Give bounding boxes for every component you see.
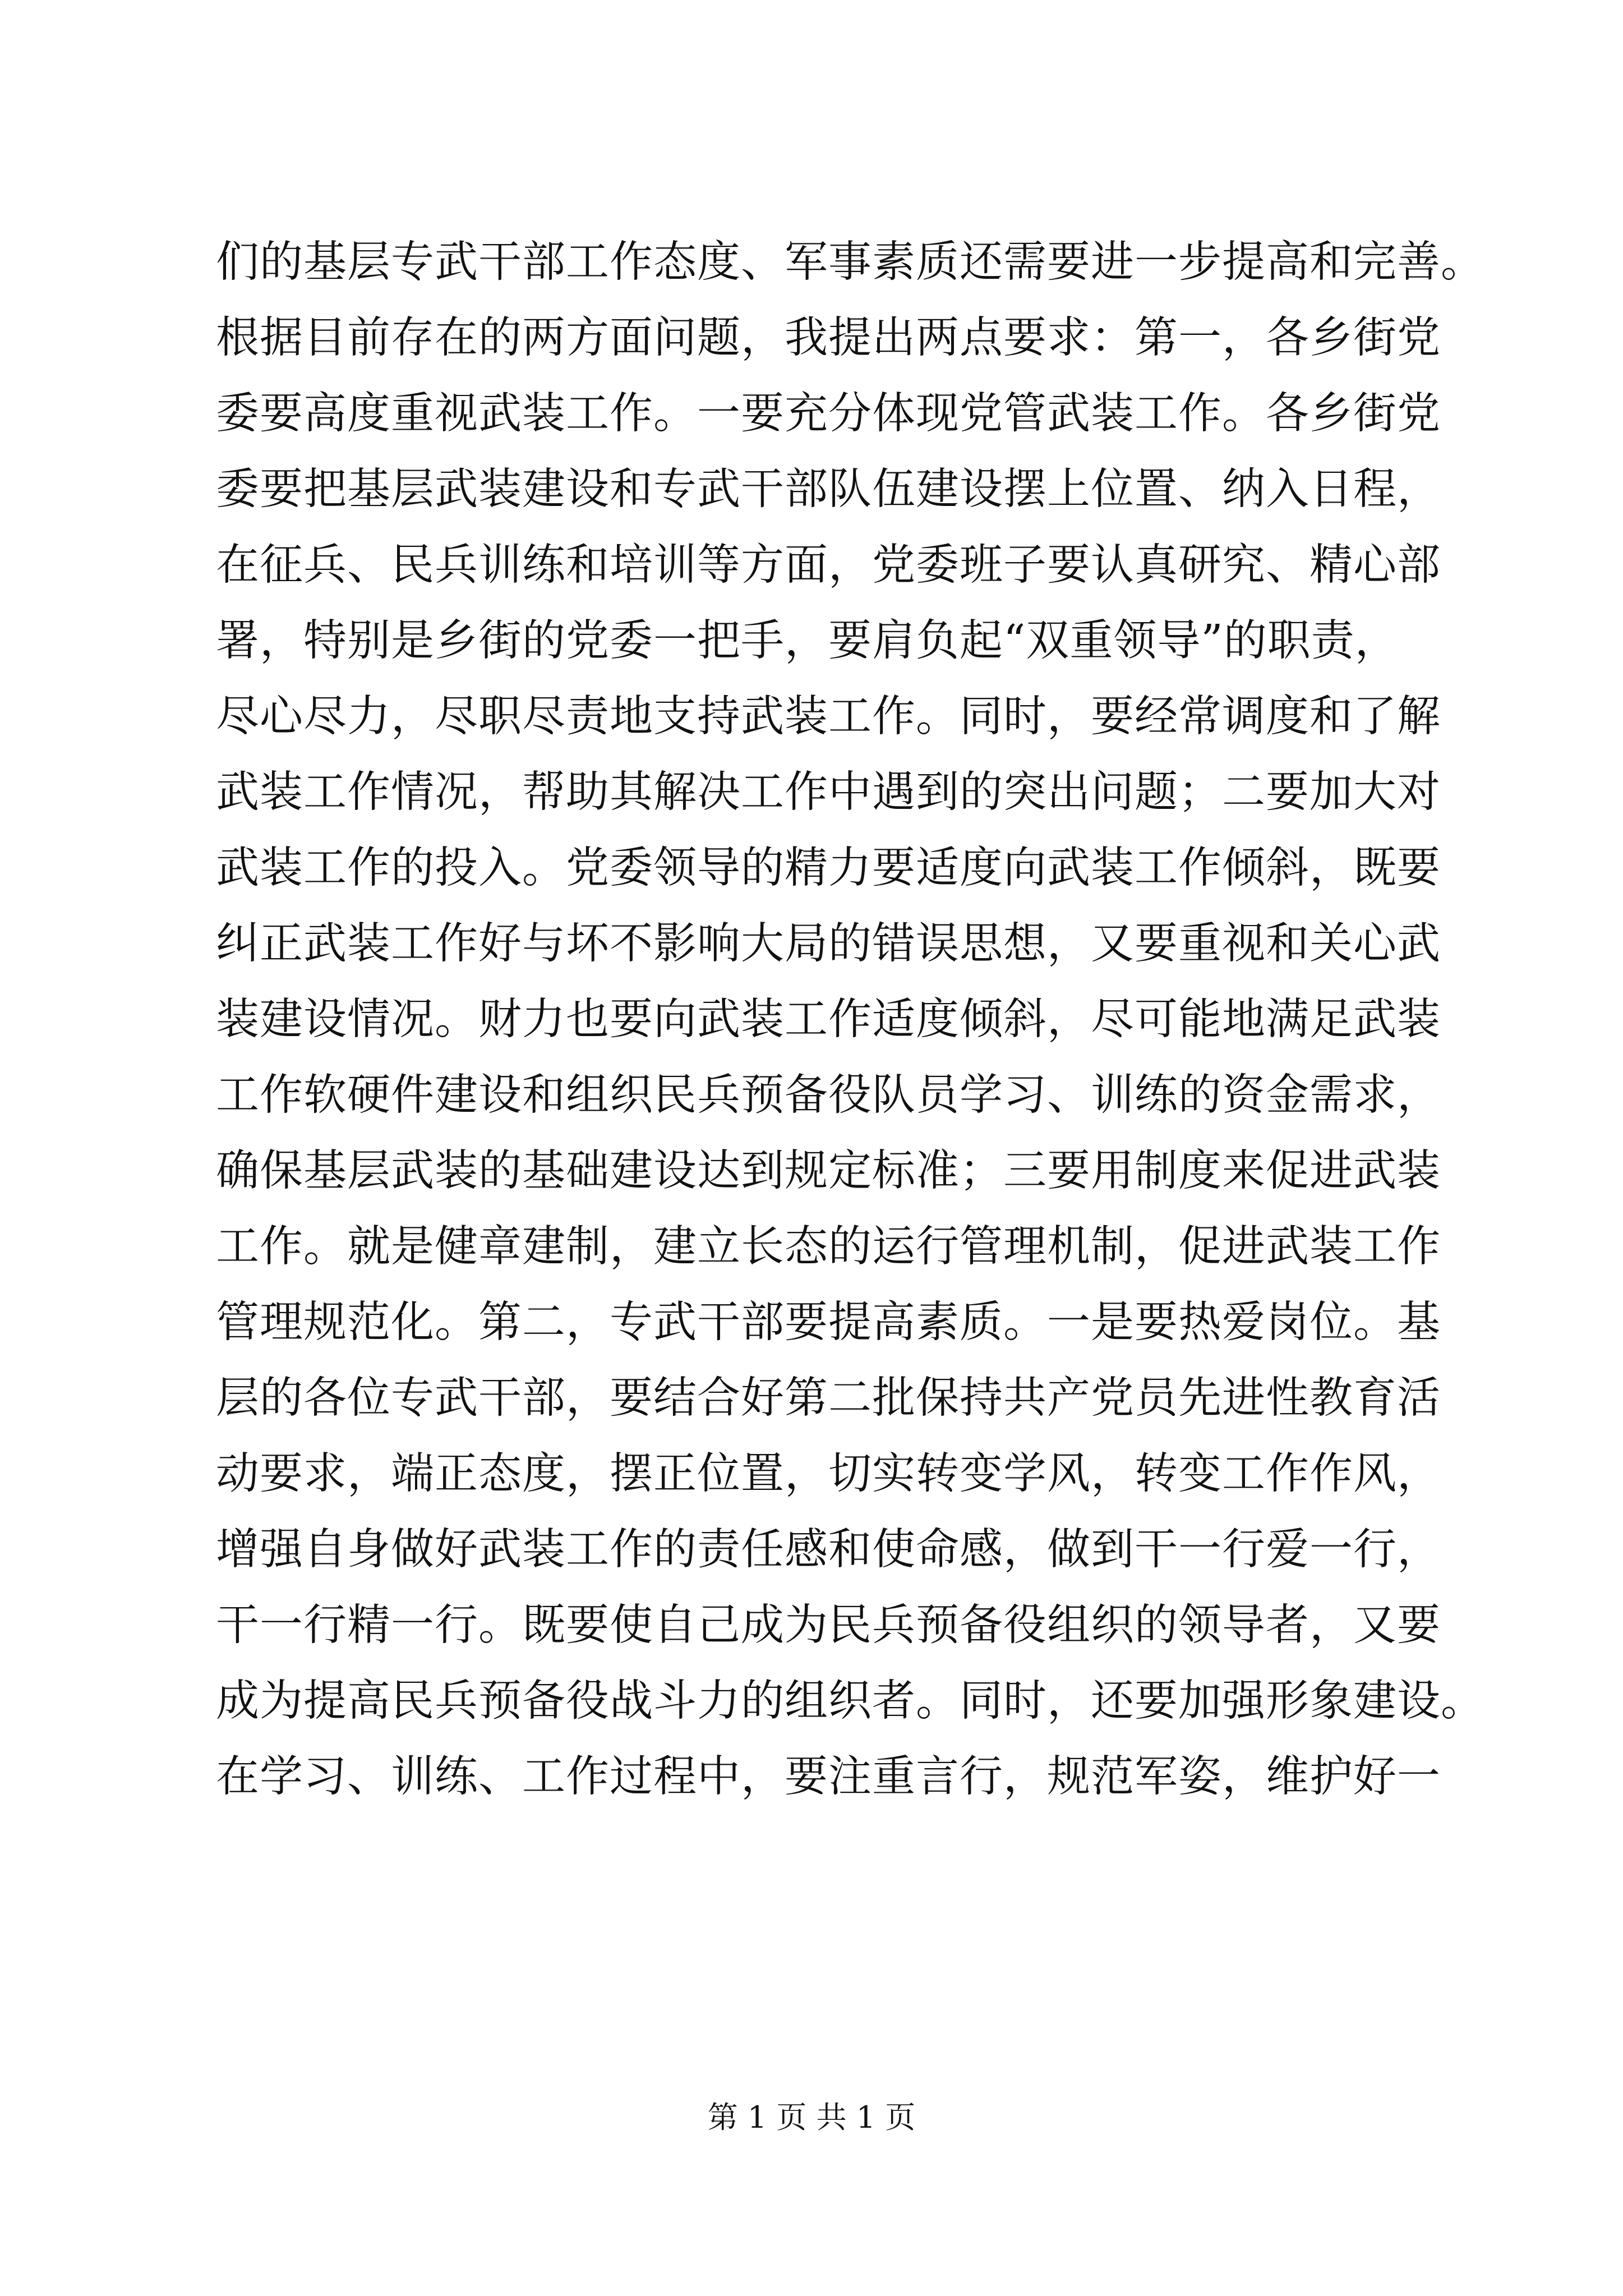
text-line-12: 工作软硬件建设和组织民兵预备役队员学习、训练的资金需求，	[216, 1070, 1441, 1120]
text-line-11: 装建设情况。财力也要向武装工作适度倾斜，尽可能地满足武装	[216, 995, 1441, 1045]
text-line-9: 武装工作的投入。党委领导的精力要适度向武装工作倾斜，既要	[216, 843, 1441, 893]
text-line-6: 署，特别是乡街的党委一把手，要肩负起“双重领导”的职责，	[216, 616, 1399, 666]
text-line-14: 工作。就是健章建制，建立长态的运行管理机制，促进武装工作	[216, 1222, 1441, 1272]
text-line-10: 纠正武装工作好与坏不影响大局的错误思想，又要重视和关心武	[216, 919, 1441, 969]
text-line-1: 们的基层专武干部工作态度、军事素质还需要进一步提高和完善。	[216, 237, 1484, 287]
page-footer: 第 1 页 共 1 页	[707, 2100, 916, 2135]
text-line-3: 委要高度重视武装工作。一要充分体现党管武装工作。各乡街党	[216, 389, 1441, 439]
text-line-2: 根据目前存在的两方面问题，我提出两点要求：第一，各乡街党	[216, 313, 1441, 363]
body-text	[216, 224, 1484, 1815]
text-line-7: 尽心尽力，尽职尽责地支持武装工作。同时，要经常调度和了解	[216, 692, 1441, 742]
text-line-16: 层的各位专武干部，要结合好第二批保持共产党员先进性教育活	[216, 1373, 1441, 1423]
text-line-21: 在学习、训练、工作过程中，要注重言行，规范军姿，维护好一	[216, 1752, 1441, 1802]
text-line-20: 成为提高民兵预备役战斗力的组织者。同时，还要加强形象建设。	[216, 1676, 1484, 1726]
text-line-19: 干一行精一行。既要使自己成为民兵预备役组织的领导者，又要	[216, 1600, 1441, 1650]
text-line-4: 委要把基层武装建设和专武干部队伍建设摆上位置、纳入日程，	[216, 464, 1441, 514]
text-line-5: 在征兵、民兵训练和培训等方面，党委班子要认真研究、精心部	[216, 540, 1441, 590]
text-line-18: 增强自身做好武装工作的责任感和使命感，做到干一行爱一行，	[216, 1525, 1441, 1575]
text-line-17: 动要求，端正态度，摆正位置，切实转变学风，转变工作作风，	[216, 1449, 1441, 1499]
text-line-13: 确保基层武装的基础建设达到规定标准；三要用制度来促进武装	[216, 1146, 1441, 1196]
text-line-15: 管理规范化。第二，专武干部要提高素质。一是要热爱岗位。基	[216, 1297, 1441, 1347]
text-line-8: 武装工作情况，帮助其解决工作中遇到的突出问题；二要加大对	[216, 767, 1441, 817]
